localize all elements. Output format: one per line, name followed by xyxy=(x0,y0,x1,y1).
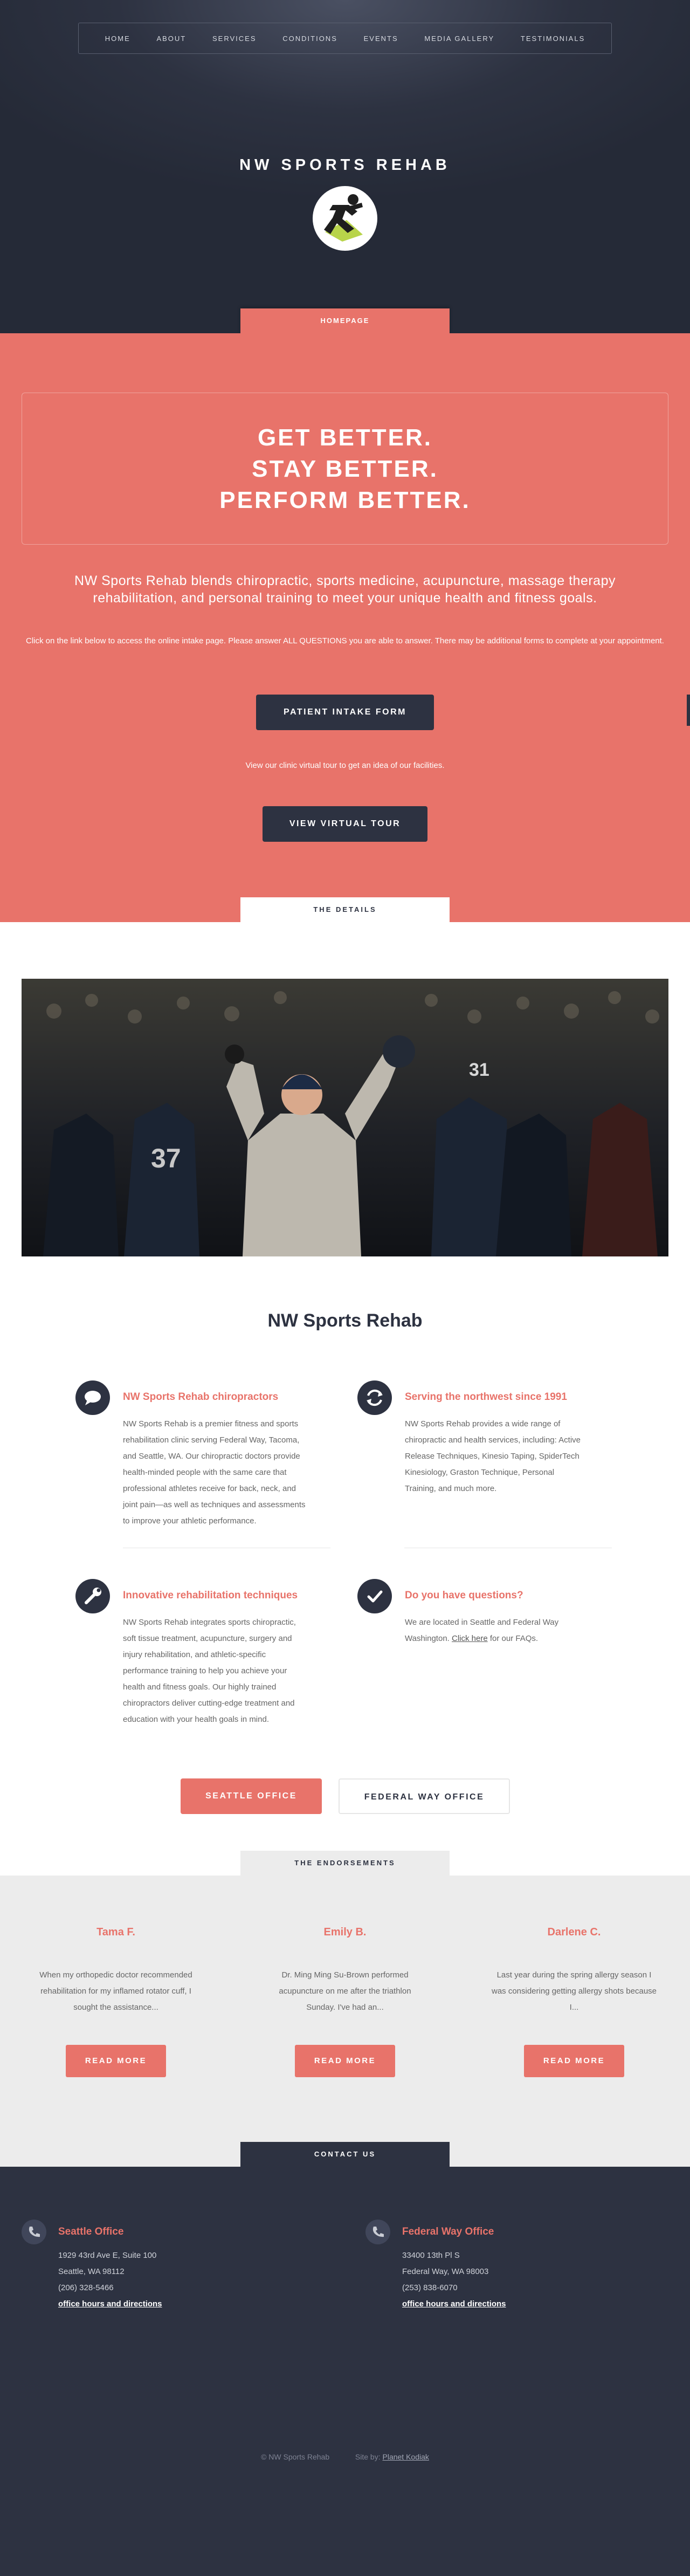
feature-title: Do you have questions? xyxy=(405,1590,523,1601)
hero-section xyxy=(0,333,690,922)
tab-the-details: THE DETAILS xyxy=(240,897,450,922)
tab-contact-us: CONTACT US xyxy=(240,2142,450,2167)
svg-text:31: 31 xyxy=(469,1060,489,1080)
virtual-tour-button[interactable]: VIEW VIRTUAL TOUR xyxy=(263,806,427,842)
checkmark-icon xyxy=(357,1579,392,1613)
testimonial-excerpt: Last year during the spring allergy season I was considering getting allergy shots because I... xyxy=(491,1970,657,2012)
office-address-line1: 33400 13th Pl S xyxy=(402,2251,460,2260)
faq-link[interactable]: Click here xyxy=(452,1634,488,1643)
office-directions-link[interactable]: office hours and directions xyxy=(58,2299,162,2309)
section-title: NW Sports Rehab xyxy=(267,1310,423,1331)
tagline-line: GET BETTER. xyxy=(258,424,432,451)
tagline-line: PERFORM BETTER. xyxy=(219,487,471,513)
feature-text: NW Sports Rehab is a premier fitness and sports rehabilitation clinic serving Federal Way, Tacoma, and Seattle, WA. Our chiropractic doctors provide health-minded people with the same care that professional athletes receive for back, neck, and joint pain—as well as techniques and assessments to improve your athletic performance. xyxy=(123,1419,306,1526)
testimonial-excerpt: When my orthopedic doctor recommended rehabilitation for my inflamed rotator cuff, I sought the assistance... xyxy=(39,1970,192,2012)
main-nav xyxy=(78,23,612,54)
testimonial-name: Emily B. xyxy=(323,1926,367,1938)
phone-icon xyxy=(365,2220,390,2244)
office-address-line2: Seattle, WA 98112 xyxy=(58,2267,125,2276)
feature-text: We are located in Seattle and Federal Way Washington. Click here for our FAQs. xyxy=(405,1618,559,1643)
site-by-link[interactable]: Planet Kodiak xyxy=(382,2453,429,2461)
intake-note: Click on the link below to access the online intake page. Please answer ALL QUESTIONS you are able to answer. There may be additional forms to complete at your appointment. xyxy=(26,636,664,645)
feature-title: NW Sports Rehab chiropractors xyxy=(123,1391,279,1403)
feature-title: Innovative rehabilitation techniques xyxy=(123,1590,298,1601)
federal-way-office-button[interactable]: FEDERAL WAY OFFICE xyxy=(339,1778,510,1814)
tab-the-endorsements: THE ENDORSEMENTS xyxy=(240,1851,450,1876)
nav-item-home[interactable]: HOME xyxy=(105,34,130,43)
office-name: Seattle Office xyxy=(58,2226,124,2237)
intro-text: NW Sports Rehab blends chiropractic, sports medicine, acupuncture, massage therapy rehabilitation, and personal training to meet your unique health and fitness goals. xyxy=(74,573,616,606)
nav-item-about[interactable]: ABOUT xyxy=(156,34,187,43)
contact-section xyxy=(0,2167,690,2576)
testimonial-name: Darlene C. xyxy=(547,1926,601,1938)
office-name: Federal Way Office xyxy=(402,2226,494,2237)
feature-text: NW Sports Rehab provides a wide range of chiropractic and health services, including: Active Release Techniques, Kinesio Taping, SpiderTech Kinesiology, Graston Technique, Personal Training, and much more. xyxy=(405,1419,581,1493)
tab-homepage: HOMEPAGE xyxy=(240,308,450,333)
read-more-button[interactable]: READ MORE xyxy=(66,2045,166,2077)
site-title: NW SPORTS REHAB xyxy=(239,156,451,174)
testimonial-excerpt: Dr. Ming Ming Su-Brown performed acupuncture on me after the triathlon Sunday. I've had an... xyxy=(279,1970,411,2012)
testimonial-name: Tama F. xyxy=(96,1926,135,1938)
svg-text:37: 37 xyxy=(151,1143,181,1173)
site-by-label: Site by: xyxy=(355,2453,381,2461)
site-footer xyxy=(0,2453,690,2461)
tour-note: View our clinic virtual tour to get an idea of our facilities. xyxy=(245,761,445,770)
wrench-icon xyxy=(75,1579,110,1613)
office-phone[interactable]: (206) 328-5466 xyxy=(58,2283,114,2292)
phone-icon xyxy=(22,2220,46,2244)
feature-title: Serving the northwest since 1991 xyxy=(405,1391,567,1403)
office-directions-link[interactable]: office hours and directions xyxy=(402,2299,506,2309)
side-scroll-handle[interactable] xyxy=(687,695,690,726)
nav-item-services[interactable]: SERVICES xyxy=(212,34,257,43)
office-phone[interactable]: (253) 838-6070 xyxy=(402,2283,458,2292)
copyright: © NW Sports Rehab xyxy=(261,2453,330,2461)
site-header xyxy=(0,0,690,333)
site-logo[interactable] xyxy=(310,183,380,253)
refresh-icon xyxy=(357,1380,392,1415)
read-more-button[interactable]: READ MORE xyxy=(524,2045,624,2077)
seattle-office-button[interactable]: SEATTLE OFFICE xyxy=(181,1778,322,1814)
feature-text: NW Sports Rehab integrates sports chiropractic, soft tissue treatment, acupuncture, surgery and injury rehabilitation, and athletic-specific performance training to help you achieve your health and fitness goals. Our highly trained chiropractors deliver cutting-edge treatment and education with your health goals in mind. xyxy=(123,1618,296,1724)
nav-item-events[interactable]: EVENTS xyxy=(363,34,398,43)
office-address-line1: 1929 43rd Ave E, Suite 100 xyxy=(58,2251,157,2260)
chat-bubble-icon xyxy=(75,1380,110,1415)
tagline xyxy=(0,422,690,516)
nav-item-conditions[interactable]: CONDITIONS xyxy=(282,34,337,43)
office-address-line2: Federal Way, WA 98003 xyxy=(402,2267,489,2276)
hero-photo xyxy=(22,979,668,1256)
patient-intake-button[interactable]: PATIENT INTAKE FORM xyxy=(256,695,434,730)
read-more-button[interactable]: READ MORE xyxy=(295,2045,395,2077)
details-section xyxy=(0,922,690,1876)
nav-item-testimonials[interactable]: TESTIMONIALS xyxy=(520,34,585,43)
endorsements-section xyxy=(0,1876,690,2167)
tagline-line: STAY BETTER. xyxy=(252,456,438,482)
nav-item-media-gallery[interactable]: MEDIA GALLERY xyxy=(424,34,495,43)
